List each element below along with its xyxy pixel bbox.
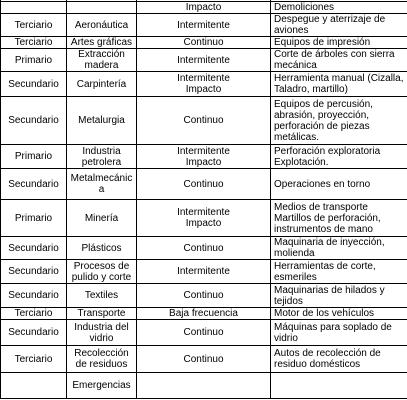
- table-row: [1, 169, 407, 200]
- sector-cell: Secundario: [1, 97, 67, 145]
- noise-source-cell: [271, 2, 407, 14]
- sector-cell: Terciario: [1, 14, 67, 37]
- noise-type-cell: [137, 145, 271, 169]
- sector-cell: Secundario: [1, 260, 67, 284]
- industry-cell: Metalurgia: [67, 97, 137, 145]
- table-row: [1, 373, 407, 399]
- noise-source-line: tejidos: [274, 295, 303, 307]
- noise-source-cell: [271, 72, 407, 97]
- noise-type-line: Intermitente: [177, 54, 230, 66]
- sector-cell: Terciario: [1, 308, 67, 320]
- industry-cell: Extracción madera: [67, 49, 137, 72]
- noise-source-cell: [271, 14, 407, 37]
- noise-type-cell: [137, 346, 271, 373]
- noise-source-cell: [271, 284, 407, 308]
- table-row: [1, 200, 407, 237]
- noise-source-line: metálicas.: [274, 131, 320, 143]
- noise-source-cell: [271, 237, 407, 260]
- noise-type-cell: [137, 169, 271, 200]
- industry-cell: Industria petrolera: [67, 145, 137, 169]
- sector-cell: Terciario: [1, 346, 67, 373]
- noise-source-line: vidrio: [274, 332, 298, 344]
- noise-type-cell: [137, 373, 271, 399]
- table-row: [1, 49, 407, 72]
- sector-cell: Terciario: [1, 37, 67, 49]
- industry-cell: Minería: [67, 200, 137, 237]
- noise-type-line: Impacto: [185, 84, 222, 95]
- sector-cell: Secundario: [1, 169, 67, 200]
- table-row: [1, 284, 407, 308]
- sector-cell: Primario: [1, 145, 67, 169]
- industry-cell: Aeronáutica: [67, 14, 137, 37]
- noise-source-cell: [271, 49, 407, 72]
- noise-source-cell: [271, 308, 407, 320]
- noise-type-line: Impacto: [185, 2, 222, 13]
- noise-source-line: Autos de recolección de: [274, 348, 381, 359]
- noise-type-cell: [137, 308, 271, 320]
- noise-source-line: instrumentos de mano: [274, 223, 373, 235]
- noise-source-line: Demoliciones: [274, 2, 335, 13]
- noise-source-line: Corte de árboles con sierra: [274, 49, 395, 60]
- noise-type-cell: [137, 49, 271, 72]
- industry-cell: Emergencias: [67, 373, 137, 399]
- noise-source-line: Despegue y aterrizaje de: [274, 14, 386, 25]
- noise-type-cell: [137, 2, 271, 14]
- noise-type-line: Impacto: [185, 218, 222, 229]
- table-row: [1, 37, 407, 49]
- noise-type-cell: [137, 320, 271, 346]
- table-row: [1, 145, 407, 169]
- industry-cell: Carpintería: [67, 72, 137, 97]
- industry-cell: Recolección de residuos: [67, 346, 137, 373]
- table-row: [1, 237, 407, 260]
- noise-type-cell: [137, 37, 271, 49]
- noise-source-line: Equipos de percusión,: [274, 98, 373, 110]
- noise-source-line: residuo domésticos: [274, 359, 361, 370]
- noise-type-line: Continuo: [183, 290, 224, 301]
- sector-cell: Secundario: [1, 320, 67, 346]
- table-row: [1, 14, 407, 37]
- noise-source-line: Herramienta manual (Cizalla,: [274, 73, 404, 84]
- noise-type-cell: [137, 72, 271, 97]
- noise-source-line: Maquinarias de hilados y: [274, 284, 385, 296]
- noise-source-cell: [271, 320, 407, 346]
- sector-cell: [1, 373, 67, 399]
- noise-source-cell: [271, 200, 407, 237]
- noise-source-line: aviones: [274, 25, 309, 36]
- table-row: [1, 72, 407, 97]
- noise-source-line: Operaciones en torno: [274, 178, 371, 190]
- noise-source-cell: [271, 145, 407, 169]
- noise-type-line: Impacto: [185, 156, 222, 168]
- noise-type-line: Intermitente: [177, 266, 230, 277]
- industry-cell: Procesos de pulido y corte: [67, 260, 137, 284]
- noise-source-cell: [271, 169, 407, 200]
- noise-source-line: esmeriles: [274, 271, 317, 283]
- noise-source-line: Motor de los vehículos: [274, 308, 375, 319]
- noise-type-line: Intermitente: [177, 145, 230, 157]
- industry-cell: Plásticos: [67, 237, 137, 260]
- noise-source-cell: [271, 346, 407, 373]
- noise-source-cell: [271, 373, 407, 399]
- noise-source-line: Maquinaria de inyección,: [274, 237, 385, 248]
- noise-source-cell: [271, 260, 407, 284]
- table-row: [1, 2, 407, 14]
- noise-source-line: molienda: [274, 248, 315, 259]
- noise-type-cell: [137, 200, 271, 237]
- noise-source-line: abrasión, proyección,: [274, 109, 370, 121]
- table-row: [1, 320, 407, 346]
- industry-cell: [67, 2, 137, 14]
- industry-cell: Metalmecánica: [67, 169, 137, 200]
- noise-type-line: Intermitente: [177, 73, 230, 84]
- table-row: [1, 97, 407, 145]
- noise-type-line: Continuo: [183, 178, 224, 190]
- noise-type-line: Baja frecuencia: [169, 308, 238, 319]
- industry-cell: Industria del vidrio: [67, 320, 137, 346]
- noise-type-line: Continuo: [183, 115, 224, 126]
- sector-cell: Primario: [1, 49, 67, 72]
- industry-cell: Transporte: [67, 308, 137, 320]
- noise-source-line: Perforación exploratoria: [274, 145, 381, 157]
- noise-source-line: perforación de piezas: [274, 120, 370, 132]
- noise-source-line: Explotación.: [274, 156, 329, 168]
- noise-type-line: Intermitente: [177, 207, 230, 218]
- industry-cell: Textiles: [67, 284, 137, 308]
- noise-type-line: Intermitente: [177, 19, 230, 31]
- sector-cell: Primario: [1, 200, 67, 237]
- sector-cell: Secundario: [1, 237, 67, 260]
- noise-type-line: Continuo: [183, 327, 224, 338]
- noise-source-line: Equipos de impresión: [274, 37, 371, 48]
- noise-type-line: Continuo: [183, 353, 224, 365]
- table-row: [1, 346, 407, 373]
- table-body: [1, 0, 407, 399]
- noise-source-cell: [271, 97, 407, 145]
- noise-type-line: Continuo: [183, 242, 224, 254]
- noise-type-cell: [137, 260, 271, 284]
- noise-source-line: mecánica: [274, 60, 317, 71]
- table-row: [1, 260, 407, 284]
- noise-source-line: Martillos de perforación,: [274, 212, 381, 224]
- noise-type-line: Continuo: [183, 37, 224, 48]
- noise-source-line: Medios de transporte: [274, 201, 368, 213]
- noise-type-cell: [137, 237, 271, 260]
- industry-cell: Artes gráficas: [67, 37, 137, 49]
- noise-source-line: Herramientas de corte,: [274, 260, 376, 272]
- sector-cell: [1, 2, 67, 14]
- noise-type-cell: [137, 97, 271, 145]
- sector-cell: Secundario: [1, 72, 67, 97]
- noise-type-cell: [137, 14, 271, 37]
- noise-source-line: Máquinas para soplado de: [274, 321, 392, 333]
- noise-source-cell: [271, 37, 407, 49]
- noise-source-line: Taladro, martillo): [274, 84, 348, 95]
- sector-cell: Secundario: [1, 284, 67, 308]
- noise-type-cell: [137, 284, 271, 308]
- table-row: [1, 308, 407, 320]
